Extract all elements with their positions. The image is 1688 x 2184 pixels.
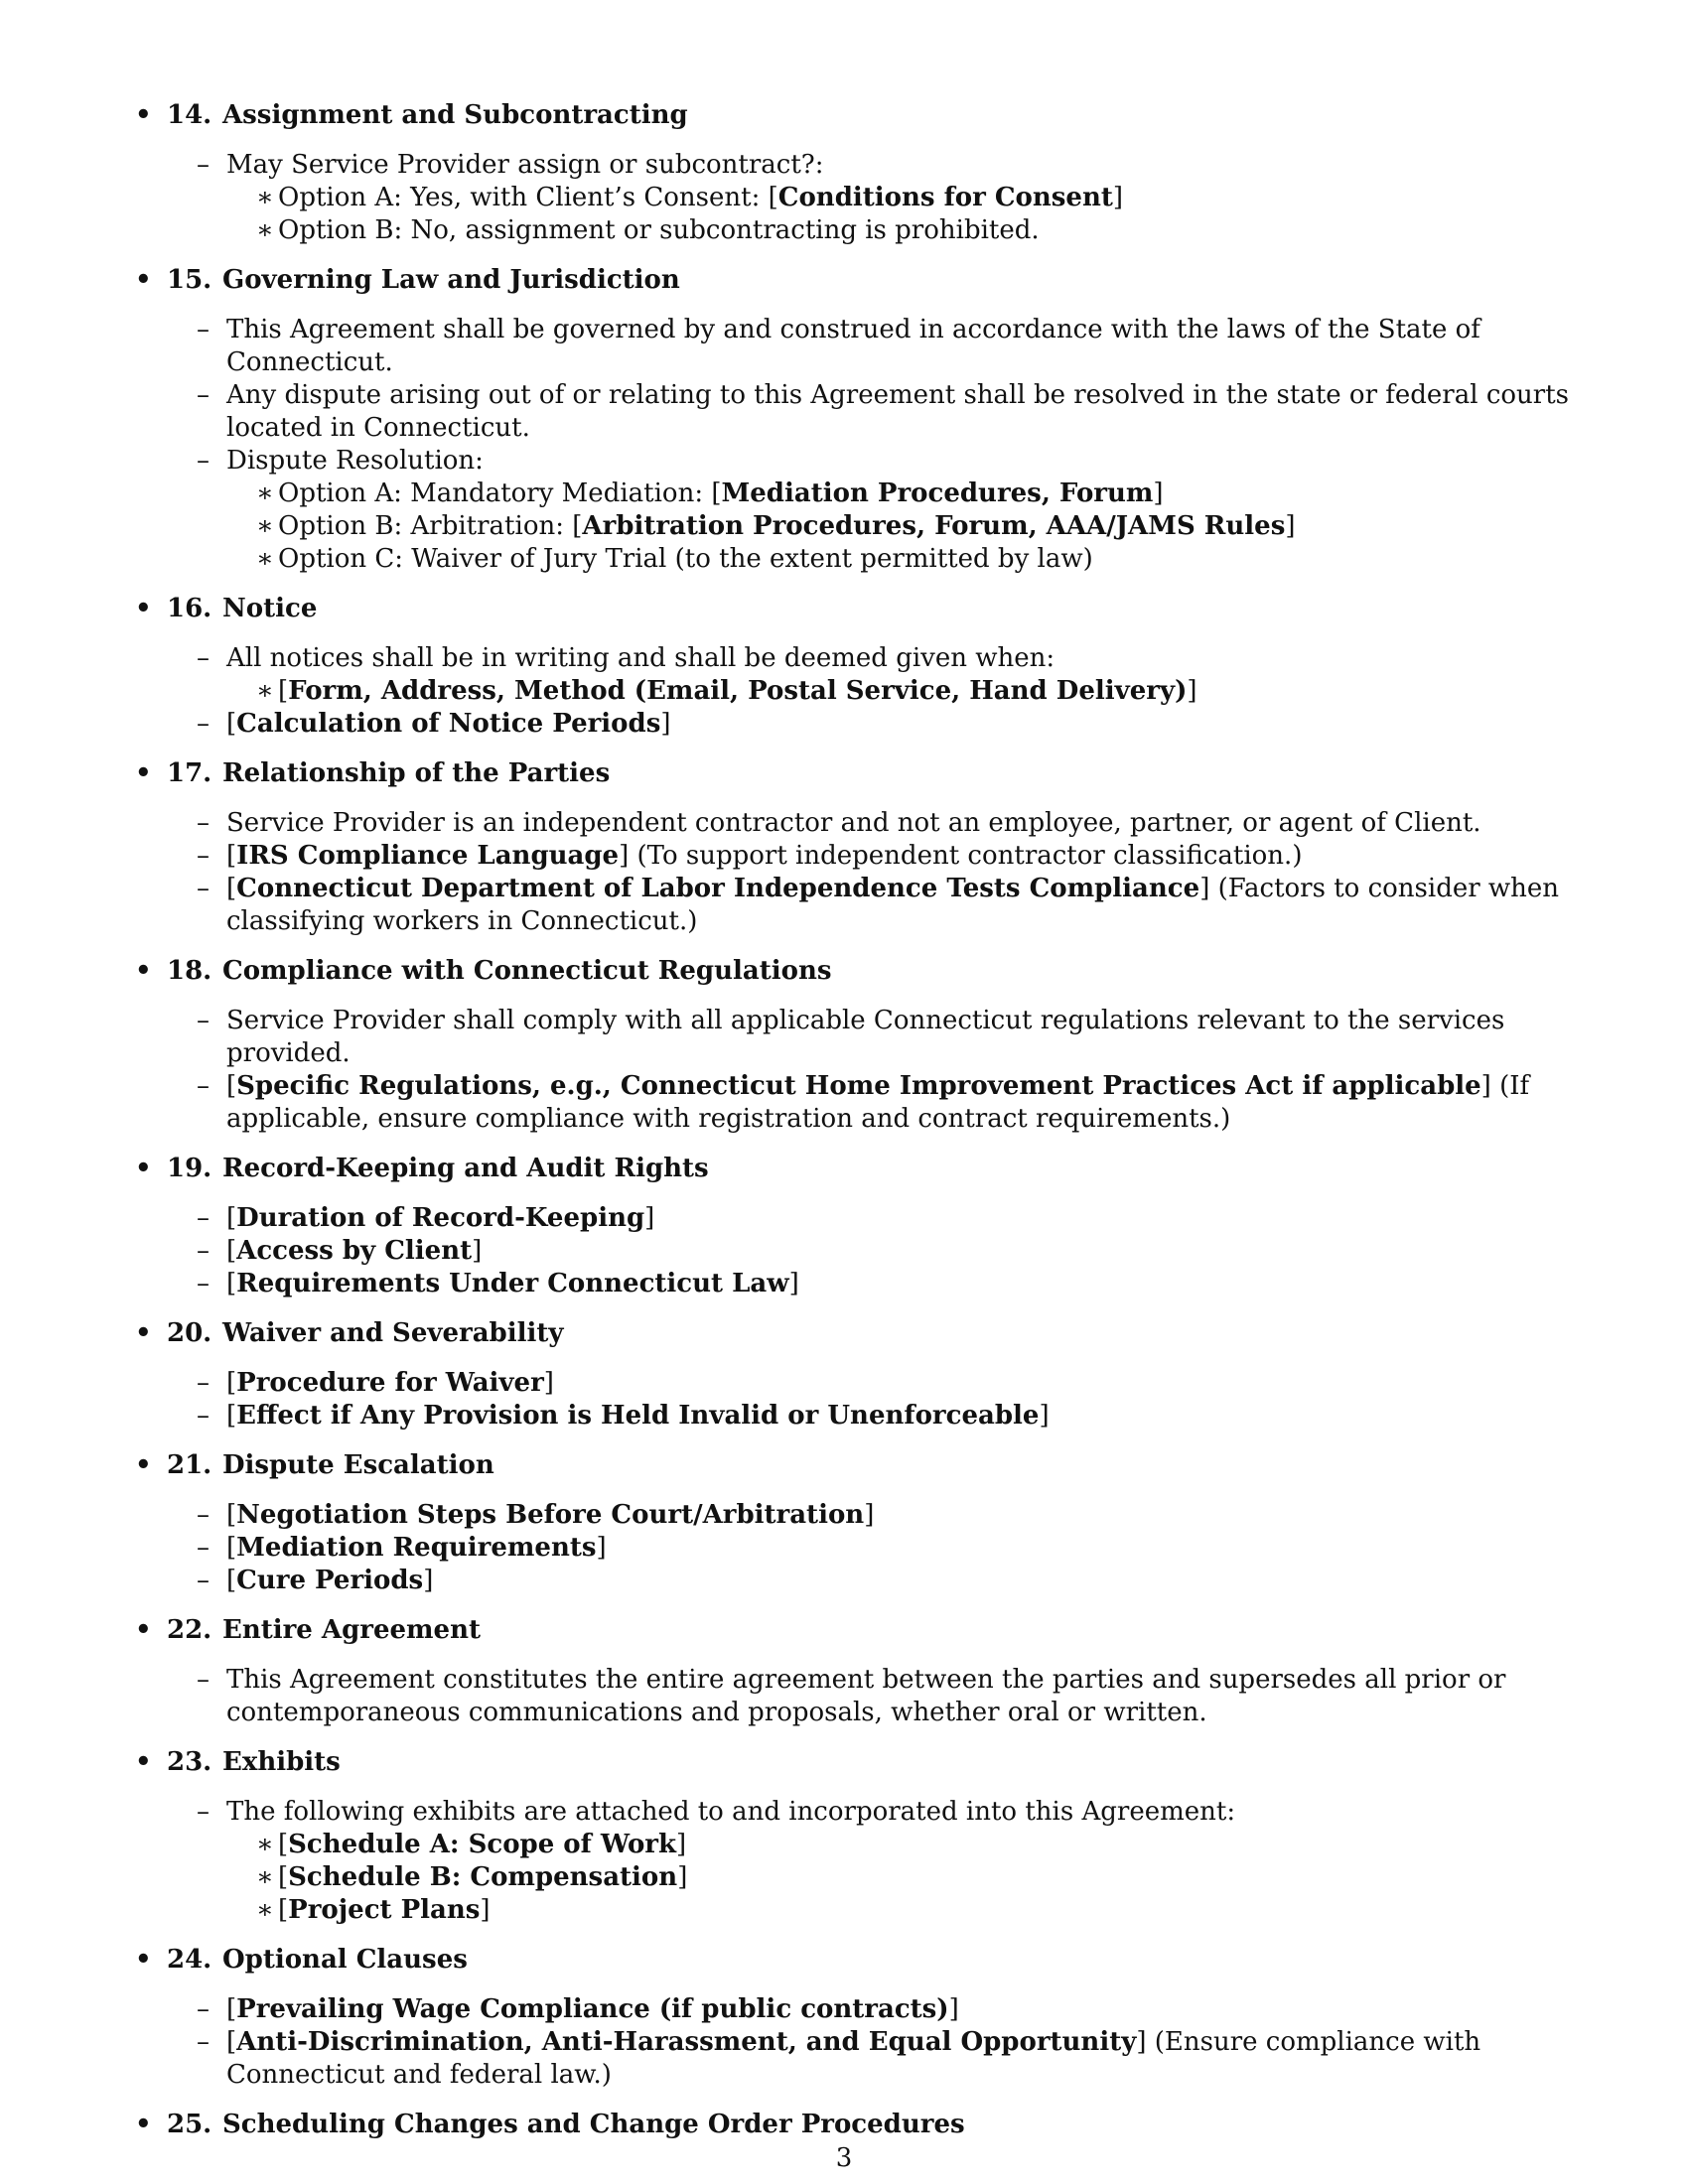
- text-segment: ] (If applicable, ensure compliance with registration and contract requirements.): [226, 1071, 1530, 1134]
- text-segment: Option B: Arbitration: [: [278, 511, 583, 541]
- section-heading: [167, 1614, 1585, 1647]
- section-title: Exhibits: [222, 1747, 341, 1777]
- option-item: [226, 214, 1585, 247]
- option-item: [226, 182, 1585, 214]
- clause-item: [167, 873, 1585, 938]
- option-item: [226, 675, 1585, 708]
- placeholder-text: Conditions for Consent: [777, 183, 1113, 212]
- clause-text: [226, 874, 1559, 936]
- clause-text: [226, 841, 1302, 871]
- dash-icon: –: [197, 1665, 210, 1695]
- page-number: 3: [835, 2143, 853, 2173]
- dash-icon: –: [197, 1401, 210, 1431]
- clause-text: [226, 1500, 874, 1530]
- placeholder-text: Arbitration Procedures, Forum, AAA/JAMS Rules: [582, 511, 1286, 541]
- clause-item: [167, 642, 1585, 708]
- section-heading: [167, 955, 1585, 988]
- text-segment: The following exhibits are attached to and incorporated into this Agreement:: [226, 1797, 1236, 1827]
- placeholder-text: Access by Client: [236, 1236, 473, 1266]
- section: [135, 1153, 1585, 1300]
- clause-text: [226, 1269, 799, 1298]
- clause-text: [226, 315, 1480, 377]
- clause-text: [226, 1071, 1529, 1134]
- section-number: 21.: [167, 1450, 212, 1480]
- section: [135, 2109, 1585, 2141]
- option-list: [226, 182, 1585, 247]
- clause-list: [167, 1664, 1585, 1729]
- text-segment: ]: [1187, 676, 1197, 706]
- clause-item: [167, 314, 1585, 379]
- text-segment: [: [226, 1401, 237, 1431]
- section-number: 24.: [167, 1945, 212, 1975]
- text-segment: ]: [677, 1862, 688, 1892]
- section-heading: [167, 2109, 1585, 2141]
- clause-list: [167, 1005, 1585, 1136]
- placeholder-text: Specific Regulations, e.g., Connecticut Home Improvement Practices Act if applicable: [236, 1071, 1481, 1101]
- dash-icon: –: [197, 1071, 210, 1101]
- option-text: [278, 1895, 491, 1925]
- section-number: 16.: [167, 594, 212, 623]
- section: [135, 757, 1585, 938]
- option-item: [226, 510, 1585, 543]
- clause-text: [226, 1533, 607, 1563]
- option-list: [226, 1829, 1585, 1927]
- asterisk-icon: ∗: [256, 511, 274, 541]
- text-segment: ]: [660, 709, 671, 739]
- clause-text: [226, 1994, 959, 2024]
- clause-text: [226, 380, 1569, 443]
- text-segment: [: [226, 1566, 237, 1595]
- dash-icon: –: [197, 1236, 210, 1266]
- clause-item: [167, 1235, 1585, 1268]
- section-title: Record-Keeping and Audit Rights: [222, 1154, 709, 1183]
- text-segment: ]: [423, 1566, 434, 1595]
- option-text: [278, 1862, 687, 1892]
- clause-item: [167, 1565, 1585, 1597]
- section: [135, 1614, 1585, 1729]
- text-segment: Any dispute arising out of or relating to this Agreement shall be resolved in the state or federal courts located in Connecticut.: [226, 380, 1569, 443]
- placeholder-text: Negotiation Steps Before Court/Arbitration: [236, 1500, 865, 1530]
- text-segment: [: [226, 1071, 237, 1101]
- clause-item: [167, 1796, 1585, 1927]
- section-number: 17.: [167, 758, 212, 788]
- placeholder-text: Mediation Requirements: [236, 1533, 597, 1563]
- placeholder-text: Calculation of Notice Periods: [236, 709, 661, 739]
- clause-text: [226, 1368, 554, 1398]
- clause-item: [167, 379, 1585, 445]
- section: [135, 1317, 1585, 1433]
- text-segment: [: [278, 1862, 289, 1892]
- placeholder-text: Procedure for Waiver: [236, 1368, 544, 1398]
- section-title: Optional Clauses: [222, 1945, 468, 1975]
- section: [135, 264, 1585, 576]
- placeholder-text: Mediation Procedures, Forum: [721, 478, 1154, 508]
- clause-list: [167, 1499, 1585, 1597]
- text-segment: Service Provider is an independent contractor and not an employee, partner, or agent of Client.: [226, 808, 1481, 838]
- clause-list: [167, 1202, 1585, 1300]
- section-number: 19.: [167, 1154, 212, 1183]
- clause-list: [167, 807, 1585, 938]
- bullet-icon: •: [135, 100, 152, 130]
- dash-icon: –: [197, 1533, 210, 1563]
- section-title: Entire Agreement: [222, 1615, 481, 1645]
- clause-list: [167, 1367, 1585, 1433]
- text-segment: [: [226, 841, 237, 871]
- clause-text: [226, 446, 484, 476]
- text-segment: All notices shall be in writing and shall be deemed given when:: [226, 643, 1055, 673]
- option-text: [278, 215, 1040, 245]
- text-segment: This Agreement constitutes the entire agreement between the parties and supersedes all prior or contemporaneous communications and proposals, whether oral or written.: [226, 1665, 1506, 1727]
- option-item: [226, 1861, 1585, 1894]
- section-number: 23.: [167, 1747, 212, 1777]
- text-segment: ]: [864, 1500, 875, 1530]
- bullet-icon: •: [135, 265, 152, 295]
- text-segment: ]: [472, 1236, 483, 1266]
- text-segment: Option B: No, assignment or subcontracting is prohibited.: [278, 215, 1040, 245]
- text-segment: [: [226, 1269, 237, 1298]
- dash-icon: –: [197, 874, 210, 903]
- section-title: Relationship of the Parties: [222, 758, 611, 788]
- option-item: [226, 1894, 1585, 1927]
- clause-text: [226, 1566, 433, 1595]
- text-segment: ]: [644, 1203, 655, 1233]
- text-segment: Option A: Mandatory Mediation: [: [278, 478, 722, 508]
- clause-item: [167, 1005, 1585, 1070]
- text-segment: [: [226, 709, 237, 739]
- text-segment: [: [278, 1830, 289, 1859]
- text-segment: Dispute Resolution:: [226, 446, 484, 476]
- dash-icon: –: [197, 841, 210, 871]
- text-segment: This Agreement shall be governed by and construed in accordance with the laws of the State of Connecticut.: [226, 315, 1480, 377]
- dash-icon: –: [197, 446, 210, 476]
- asterisk-icon: ∗: [256, 1830, 274, 1859]
- text-segment: ]: [948, 1994, 959, 2024]
- text-segment: ] (Factors to consider when classifying workers in Connecticut.): [226, 874, 1560, 936]
- bullet-icon: •: [135, 1747, 152, 1777]
- clause-text: [226, 1236, 482, 1266]
- section-heading: [167, 1153, 1585, 1185]
- option-text: [278, 676, 1197, 706]
- placeholder-text: Connecticut Department of Labor Independence Tests Compliance: [236, 874, 1200, 903]
- text-segment: ]: [1285, 511, 1296, 541]
- clause-item: [167, 149, 1585, 247]
- dash-icon: –: [197, 1994, 210, 2024]
- bullet-icon: •: [135, 1615, 152, 1645]
- section: [135, 99, 1585, 247]
- option-text: [278, 511, 1296, 541]
- section-title: Notice: [222, 594, 318, 623]
- clause-text: [226, 1006, 1504, 1068]
- text-segment: [: [226, 2027, 237, 2057]
- dash-icon: –: [197, 643, 210, 673]
- dash-icon: –: [197, 1368, 210, 1398]
- placeholder-text: Anti-Discrimination, Anti-Harassment, and Equal Opportunity: [236, 2027, 1137, 2057]
- section-number: 14.: [167, 100, 212, 130]
- section-heading: [167, 264, 1585, 297]
- placeholder-text: IRS Compliance Language: [236, 841, 620, 871]
- section-heading: [167, 1944, 1585, 1977]
- text-segment: [: [226, 1500, 237, 1530]
- section-heading: [167, 757, 1585, 790]
- text-segment: [: [226, 1994, 237, 2024]
- clause-text: [226, 1665, 1505, 1727]
- text-segment: ]: [543, 1368, 554, 1398]
- text-segment: ] (Ensure compliance with Connecticut and federal law.): [226, 2027, 1481, 2090]
- asterisk-icon: ∗: [256, 1862, 274, 1892]
- clause-list: [167, 642, 1585, 741]
- clause-text: [226, 709, 671, 739]
- clause-item: [167, 1367, 1585, 1400]
- clause-item: [167, 1400, 1585, 1433]
- text-segment: ] (To support independent contractor classification.): [619, 841, 1303, 871]
- placeholder-text: Schedule A: Scope of Work: [288, 1830, 677, 1859]
- bullet-icon: •: [135, 1945, 152, 1975]
- text-segment: Option C: Waiver of Jury Trial (to the extent permitted by law): [278, 544, 1093, 574]
- placeholder-text: Effect if Any Provision is Held Invalid or Unenforceable: [236, 1401, 1040, 1431]
- asterisk-icon: ∗: [256, 183, 274, 212]
- option-item: [226, 1829, 1585, 1861]
- dash-icon: –: [197, 709, 210, 739]
- dash-icon: –: [197, 808, 210, 838]
- bullet-icon: •: [135, 1154, 152, 1183]
- placeholder-text: Project Plans: [288, 1895, 481, 1925]
- option-item: [226, 478, 1585, 510]
- text-segment: [: [226, 1368, 237, 1398]
- dash-icon: –: [197, 1269, 210, 1298]
- text-segment: Option A: Yes, with Client’s Consent: [: [278, 183, 778, 212]
- asterisk-icon: ∗: [256, 544, 274, 574]
- dash-icon: –: [197, 1797, 210, 1827]
- section-title: Assignment and Subcontracting: [222, 100, 688, 130]
- section-heading: [167, 1746, 1585, 1779]
- dash-icon: –: [197, 1500, 210, 1530]
- text-segment: ]: [1112, 183, 1124, 212]
- text-segment: ]: [788, 1269, 799, 1298]
- option-list: [226, 478, 1585, 576]
- clause-item: [167, 1268, 1585, 1300]
- clause-text: [226, 2027, 1480, 2090]
- bullet-icon: •: [135, 956, 152, 986]
- text-segment: Service Provider shall comply with all applicable Connecticut regulations relevant to the services provided.: [226, 1006, 1505, 1068]
- text-segment: May Service Provider assign or subcontract?:: [226, 150, 824, 180]
- section-heading: [167, 593, 1585, 625]
- clause-item: [167, 1532, 1585, 1565]
- document-body: [135, 99, 1585, 2158]
- dash-icon: –: [197, 1006, 210, 1035]
- text-segment: ]: [596, 1533, 607, 1563]
- clause-item: [167, 1070, 1585, 1136]
- section-title: Scheduling Changes and Change Order Procedures: [222, 2110, 965, 2139]
- clause-item: [167, 807, 1585, 840]
- section: [135, 593, 1585, 741]
- section-title: Governing Law and Jurisdiction: [222, 265, 680, 295]
- clause-list: [167, 1796, 1585, 1927]
- option-text: [278, 544, 1093, 574]
- clause-text: [226, 1797, 1235, 1827]
- text-segment: [: [226, 1533, 237, 1563]
- clause-item: [167, 1664, 1585, 1729]
- option-text: [278, 1830, 686, 1859]
- section-number: 22.: [167, 1615, 212, 1645]
- dash-icon: –: [197, 380, 210, 410]
- clause-text: [226, 150, 824, 180]
- placeholder-text: Form, Address, Method (Email, Postal Service, Hand Delivery): [288, 676, 1188, 706]
- text-segment: ]: [676, 1830, 687, 1859]
- asterisk-icon: ∗: [256, 1895, 274, 1925]
- asterisk-icon: ∗: [256, 478, 274, 508]
- clause-item: [167, 708, 1585, 741]
- clause-item: [167, 1202, 1585, 1235]
- clause-text: [226, 643, 1055, 673]
- placeholder-text: Cure Periods: [236, 1566, 424, 1595]
- clause-text: [226, 1401, 1050, 1431]
- section-number: 25.: [167, 2110, 212, 2139]
- text-segment: [: [278, 676, 289, 706]
- dash-icon: –: [197, 150, 210, 180]
- bullet-icon: •: [135, 2110, 152, 2139]
- text-segment: ]: [480, 1895, 491, 1925]
- option-item: [226, 543, 1585, 576]
- clause-item: [167, 1499, 1585, 1532]
- text-segment: [: [278, 1895, 289, 1925]
- placeholder-text: Prevailing Wage Compliance (if public contracts): [236, 1994, 949, 2024]
- clause-list: [167, 149, 1585, 247]
- bullet-icon: •: [135, 1450, 152, 1480]
- dash-icon: –: [197, 1203, 210, 1233]
- clause-item: [167, 1993, 1585, 2026]
- section: [135, 1449, 1585, 1597]
- placeholder-text: Requirements Under Connecticut Law: [236, 1269, 789, 1298]
- placeholder-text: Schedule B: Compensation: [288, 1862, 678, 1892]
- bullet-icon: •: [135, 758, 152, 788]
- text-segment: ]: [1153, 478, 1164, 508]
- dash-icon: –: [197, 1566, 210, 1595]
- dash-icon: –: [197, 2027, 210, 2057]
- clause-text: [226, 808, 1481, 838]
- section-heading: [167, 99, 1585, 132]
- clause-item: [167, 2026, 1585, 2092]
- text-segment: [: [226, 1203, 237, 1233]
- bullet-icon: •: [135, 1318, 152, 1348]
- clause-list: [167, 1993, 1585, 2092]
- asterisk-icon: ∗: [256, 676, 274, 706]
- section-title: Compliance with Connecticut Regulations: [222, 956, 832, 986]
- section-number: 15.: [167, 265, 212, 295]
- section-heading: [167, 1449, 1585, 1482]
- section-number: 18.: [167, 956, 212, 986]
- section-heading: [167, 1317, 1585, 1350]
- clause-list: [167, 314, 1585, 576]
- option-text: [278, 183, 1123, 212]
- section: [135, 1944, 1585, 2092]
- dash-icon: –: [197, 315, 210, 344]
- clause-item: [167, 445, 1585, 576]
- option-list: [226, 675, 1585, 708]
- clause-item: [167, 840, 1585, 873]
- section-title: Waiver and Severability: [222, 1318, 564, 1348]
- section-title: Dispute Escalation: [222, 1450, 494, 1480]
- bullet-icon: •: [135, 594, 152, 623]
- option-text: [278, 478, 1164, 508]
- text-segment: [: [226, 1236, 237, 1266]
- text-segment: [: [226, 874, 237, 903]
- asterisk-icon: ∗: [256, 215, 274, 245]
- section-number: 20.: [167, 1318, 212, 1348]
- clause-text: [226, 1203, 654, 1233]
- section: [135, 955, 1585, 1136]
- section: [135, 1746, 1585, 1927]
- text-segment: ]: [1039, 1401, 1050, 1431]
- placeholder-text: Duration of Record-Keeping: [236, 1203, 645, 1233]
